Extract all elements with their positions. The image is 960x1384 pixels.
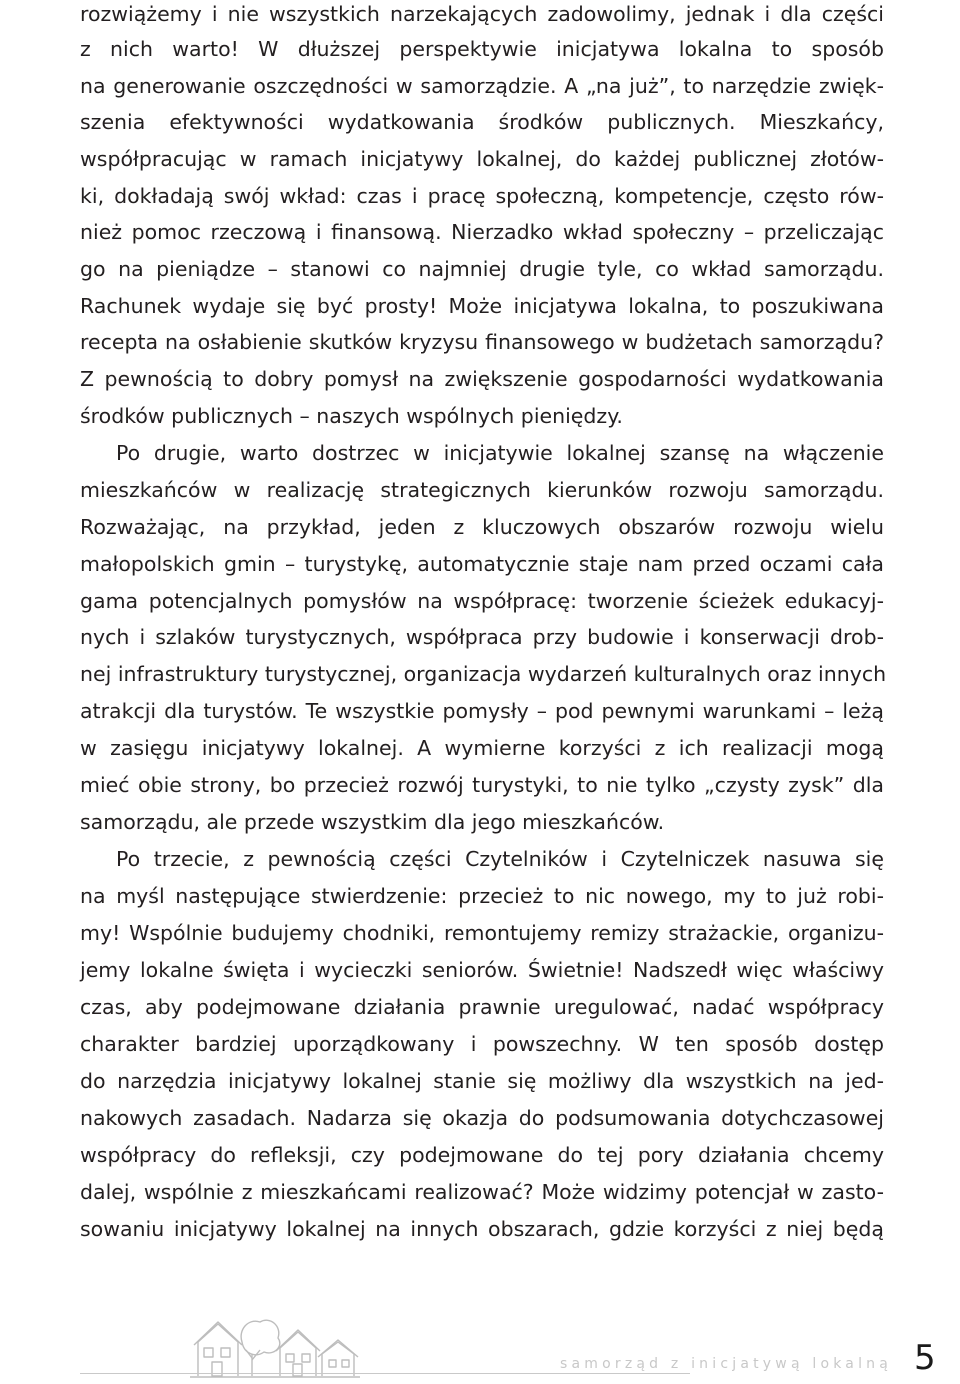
body-line: do narzędzia inicjatywy lokalnej stanie się możliwy dla wszystkich na jed- xyxy=(80,1069,884,1093)
body-line: my! Wspólnie budujemy chodniki, remontujemy remizy strażackie, organizu- xyxy=(80,921,884,945)
body-line: go na pieniądze – stanowi co najmniej drugie tyle, co wkład samorządu. xyxy=(80,257,884,281)
body-line: recepta na osłabienie skutków kryzysu finansowego w budżetach samorządu? xyxy=(80,330,884,354)
body-line: nej infrastruktury turystycznej, organizacja wydarzeń kulturalnych oraz innych xyxy=(80,662,887,686)
body-line: charakter bardziej uporządkowany i powszechny. W ten sposób dostęp xyxy=(80,1032,884,1056)
footer-rule xyxy=(80,1373,690,1374)
body-line: z nich warto! W dłuższej perspektywie inicjatywa lokalna to sposób xyxy=(80,37,884,61)
body-line: sowaniu inicjatywy lokalnej na innych obszarach, gdzie korzyści z niej będą xyxy=(80,1217,884,1241)
body-line: na generowanie oszczędności w samorządzie. A „na już”, to narzędzie zwięk- xyxy=(80,74,884,98)
body-line: dalej, wspólnie z mieszkańcami realizować? Może widzimy potencjał w zasto- xyxy=(80,1180,884,1204)
body-line: współpracy do refleksji, czy podejmowane do tej pory działania chcemy xyxy=(80,1143,884,1167)
body-line: czas, aby podejmowane działania prawnie uregulować, nadać współpracy xyxy=(80,995,884,1019)
body-line: samorządu, ale przede wszystkim dla jego mieszkańców. xyxy=(80,810,665,834)
body-line: mieć obie strony, bo przecież rozwój turystyki, to nie tylko „czysty zysk” dla xyxy=(80,773,884,797)
body-line: Rozważając, na przykład, jeden z kluczowych obszarów rozwoju wielu xyxy=(80,515,884,539)
body-line: nakowych zasadach. Nadarza się okazja do podsumowania dotychczasowej xyxy=(80,1106,884,1130)
body-line: nych i szlaków turystycznych, współpraca przy budowie i konserwacji drob- xyxy=(80,625,884,649)
body-line: małopolskich gmin – turystykę, automatycznie staje nam przed oczami cała xyxy=(80,552,884,576)
body-line: współpracując w ramach inicjatywy lokalnej, do każdej publicznej złotów- xyxy=(80,147,884,171)
body-line: w zasięgu inicjatywy lokalnej. A wymierne korzyści z ich realizacji mogą xyxy=(80,736,884,760)
body-line: ki, dokładają swój wkład: czas i pracę społeczną, kompetencje, często rów- xyxy=(80,184,884,208)
body-line: nież pomoc rzeczową i finansową. Nierzadko wkład społeczny – przeliczając xyxy=(80,220,884,244)
body-line: Z pewnością to dobry pomysł na zwiększenie gospodarności wydatkowania xyxy=(80,367,884,391)
body-line: gama potencjalnych pomysłów na współpracę: tworzenie ścieżek edukacyj- xyxy=(80,589,884,613)
body-line: Po drugie, warto dostrzec w inicjatywie lokalnej szansę na włączenie xyxy=(116,441,884,465)
body-line: Po trzecie, z pewnością części Czytelników i Czytelniczek nasuwa się xyxy=(116,847,884,871)
body-line: atrakcji dla turystów. Te wszystkie pomysły – pod pewnymi warunkami – leżą xyxy=(80,699,884,723)
footer-title: samorząd z inicjatywą lokalną xyxy=(560,1356,893,1372)
body-line: szenia efektywności wydatkowania środków publicznych. Mieszkańcy, xyxy=(80,110,884,134)
body-line: mieszkańców w realizację strategicznych kierunków rozwoju samorządu. xyxy=(80,478,884,502)
houses-illustration-icon xyxy=(190,1308,360,1380)
body-line: rozwiążemy i nie wszystkich narzekających zadowolimy, jednak i dla części xyxy=(80,2,884,26)
page-number: 5 xyxy=(914,1338,936,1378)
body-line: Rachunek wydaje się być prosty! Może inicjatywa lokalna, to poszukiwana xyxy=(80,294,884,318)
body-line: środków publicznych – naszych wspólnych pieniędzy. xyxy=(80,404,623,428)
body-line: na myśl następujące stwierdzenie: przecież to nic nowego, my to już robi- xyxy=(80,884,884,908)
body-line: jemy lokalne święta i wycieczki seniorów. Świetnie! Nadszedł więc właściwy xyxy=(80,958,884,982)
